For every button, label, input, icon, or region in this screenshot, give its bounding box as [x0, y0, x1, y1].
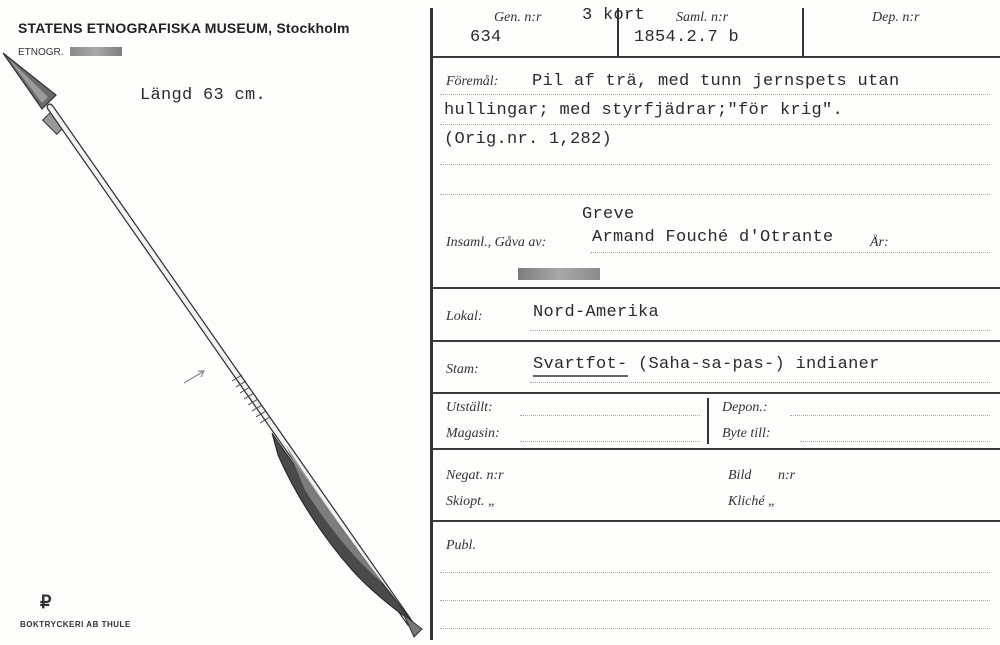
bild-nr-label: n:r	[778, 468, 796, 483]
saml-divider	[802, 8, 804, 56]
foremal-label: Föremål:	[446, 74, 499, 89]
lokal-value: Nord-Amerika	[533, 303, 660, 322]
dotted-line	[440, 94, 990, 95]
magasin-label: Magasin:	[446, 426, 500, 441]
section-rule	[430, 287, 1000, 289]
arrow-nock	[404, 615, 422, 637]
gen-value: 634	[470, 28, 502, 47]
header-rule	[430, 56, 1000, 58]
foremal-line-1: Pil af trä, med tunn jernspets utan	[532, 72, 900, 91]
section-rule	[430, 392, 1000, 394]
ar-label: År:	[870, 235, 889, 250]
museum-title: STATENS ETNOGRAFISKA MUSEUM, Stockholm	[18, 20, 350, 36]
dotted-line	[440, 572, 990, 573]
saml-value: 1854.2.7 b	[634, 28, 740, 47]
stam-value-underlined: Svartfot-	[533, 355, 628, 377]
insaml-line-2: Armand Fouché d'Otrante	[592, 228, 834, 247]
dotted-line	[440, 164, 990, 165]
struck-out-text	[518, 268, 600, 280]
saml-label: Saml. n:r	[676, 10, 729, 25]
etnogr-label-text: ETNOGR.	[18, 47, 64, 58]
foremal-line-3: (Orig.nr. 1,282)	[444, 130, 613, 149]
kort-text: 3 kort	[582, 6, 646, 25]
printer-imprint: BOKTRYCKERI AB THULE	[20, 620, 131, 629]
insaml-label: Insaml., Gåva av:	[446, 235, 547, 250]
dotted-line	[520, 415, 700, 416]
lokal-label: Lokal:	[446, 309, 483, 324]
arrow-shaft-inner	[50, 107, 410, 623]
dotted-line	[590, 252, 990, 253]
kliche-label: Kliché „	[728, 494, 776, 509]
section-rule	[430, 448, 1000, 450]
negat-label: Negat. n:r	[446, 468, 504, 483]
stam-label: Stam:	[446, 362, 479, 377]
foremal-line-2: hullingar; med styrfjädrar;"för krig".	[444, 101, 844, 120]
stam-value-rest: (Saha-sa-pas-) indianer	[638, 355, 880, 374]
dotted-line	[800, 441, 990, 442]
utstallt-label: Utställt:	[446, 400, 493, 415]
arrow-illustration	[0, 45, 430, 645]
dotted-line	[440, 600, 990, 601]
bild-label: Bild	[728, 468, 752, 483]
publ-label: Publ.	[446, 538, 476, 553]
length-text: Längd 63 cm.	[140, 86, 267, 105]
dep-label: Dep. n:r	[872, 10, 920, 25]
section-rule	[430, 520, 1000, 522]
card-border-left	[430, 8, 433, 640]
dotted-line	[520, 441, 700, 442]
depon-label: Depon.:	[722, 400, 768, 415]
stam-value	[533, 355, 880, 374]
pencil-mark-arrow	[184, 371, 204, 383]
arrowhead-highlight	[8, 58, 48, 103]
dotted-line	[440, 194, 990, 195]
section-rule	[430, 340, 1000, 342]
dotted-line	[440, 124, 990, 125]
dotted-line	[440, 628, 990, 629]
dotted-line	[530, 382, 990, 383]
byte-label: Byte till:	[722, 426, 771, 441]
dotted-line	[530, 330, 990, 331]
gen-label: Gen. n:r	[494, 10, 542, 25]
printer-logo: ₽	[40, 592, 52, 612]
utstallt-divider	[707, 398, 709, 444]
skiopt-label: Skiopt. „	[446, 494, 496, 509]
dotted-line	[790, 415, 990, 416]
insaml-line-1: Greve	[582, 205, 635, 224]
